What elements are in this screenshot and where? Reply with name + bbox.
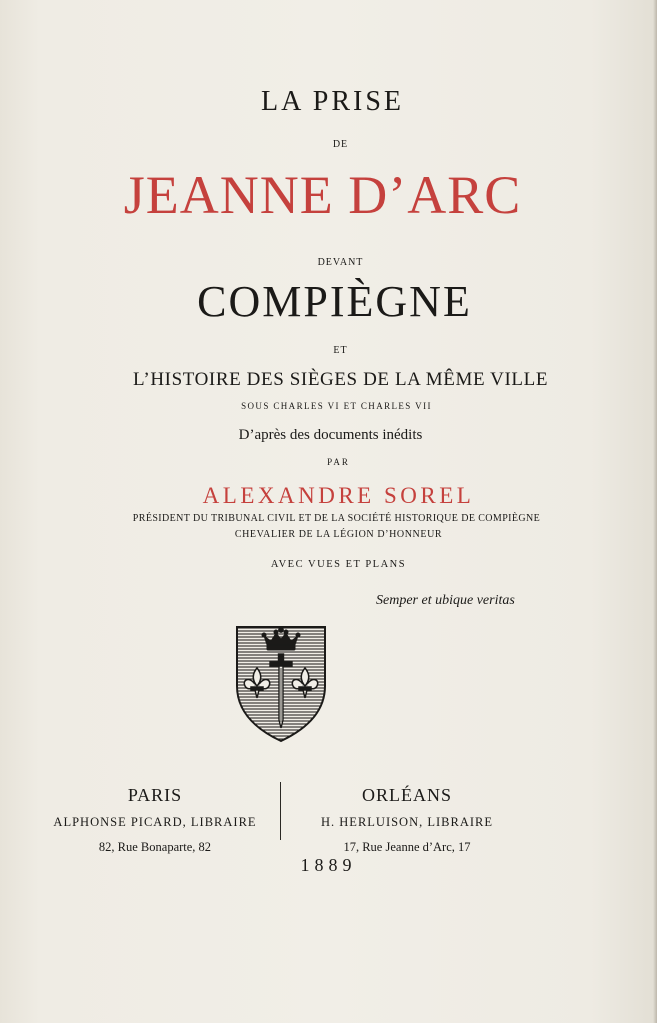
imprint-publisher-herluison: H. HERLUISON, LIBRAIRE — [321, 815, 493, 829]
imprint-city-paris: PARIS — [127, 785, 183, 805]
illustrations-note: AVEC VUES ET PLANS — [270, 559, 407, 570]
author-title-chevalier: CHEVALIER DE LA LÉGION D’HONNEUR — [234, 529, 443, 540]
author-title-president: PRÉSIDENT DU TRIBUNAL CIVIL ET DE LA SOCIÉTÉ HISTORIQUE DE COMPIÈGNE — [132, 513, 541, 524]
imprint-orleans — [282, 786, 532, 853]
coat-of-arms-icon — [234, 624, 328, 744]
title-line-compiegne: COMPIÈGNE — [197, 277, 472, 326]
title-line-de: DE — [332, 139, 349, 150]
imprint-divider — [280, 782, 281, 840]
by-line: PAR — [327, 457, 350, 467]
title-line-jeanne-darc: JEANNE D’ARC — [123, 165, 522, 225]
title-line-la-prise: LA PRISE — [260, 86, 405, 117]
publication-year: 1889 — [300, 855, 357, 875]
author-name: ALEXANDRE SOREL — [202, 483, 475, 508]
title-line-sous-charles: SOUS CHARLES VI ET CHARLES VII — [241, 401, 432, 411]
imprint-address-orleans: 17, Rue Jeanne d’Arc, 17 — [343, 839, 471, 854]
sources-line: D’après des documents inédits — [238, 427, 423, 443]
imprint-city-orleans: ORLÉANS — [361, 785, 452, 805]
motto: Semper et ubique veritas — [376, 593, 515, 608]
imprint-publisher-picard: ALPHONSE PICARD, LIBRAIRE — [53, 815, 257, 829]
title-line-devant: DEVANT — [317, 257, 364, 268]
imprint-address-paris: 82, Rue Bonaparte, 82 — [98, 839, 212, 854]
title-line-histoire: L’HISTOIRE DES SIÈGES DE LA MÊME VILLE — [132, 369, 549, 390]
title-line-et: ET — [333, 345, 348, 356]
imprint-paris — [30, 786, 280, 853]
